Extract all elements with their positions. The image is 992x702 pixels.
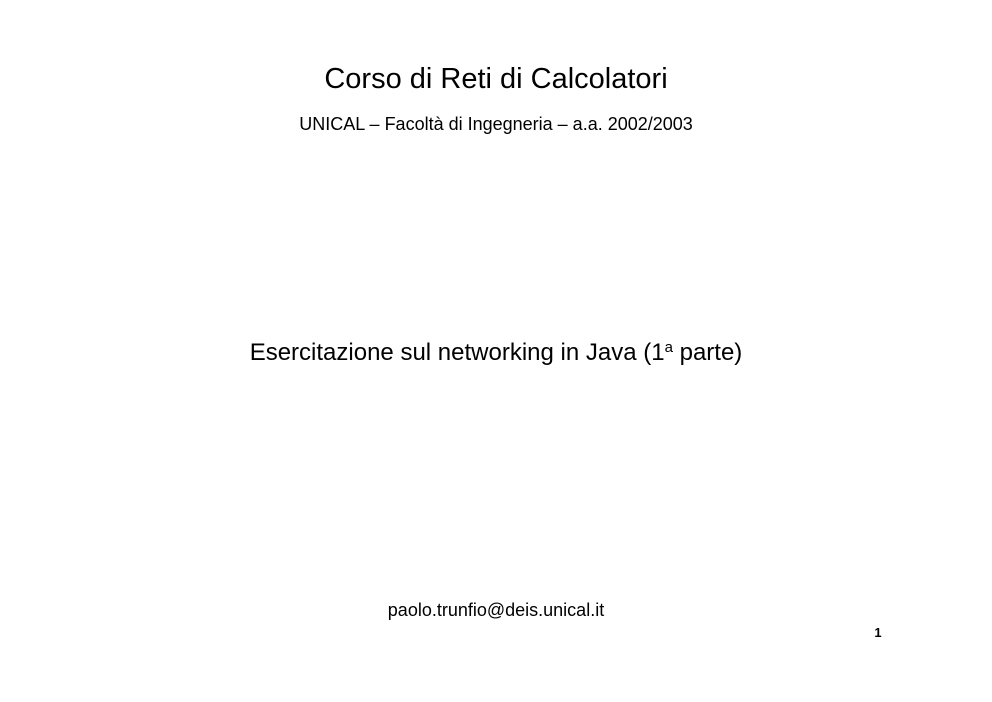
course-subtitle: UNICAL – Facoltà di Ingegneria – a.a. 2002/2003 [299,114,693,134]
course-title: Corso di Reti di Calcolatori [324,63,668,95]
lecture-title-end: parte) [672,339,743,366]
author-email: paolo.trunfio@deis.unical.it [387,600,605,620]
lecture-title [0,337,992,369]
page-number: 1 [874,625,882,640]
lecture-title-main: Esercitazione sul networking in Java (1 [249,339,665,366]
lecture-title-superscript: a [664,339,673,356]
